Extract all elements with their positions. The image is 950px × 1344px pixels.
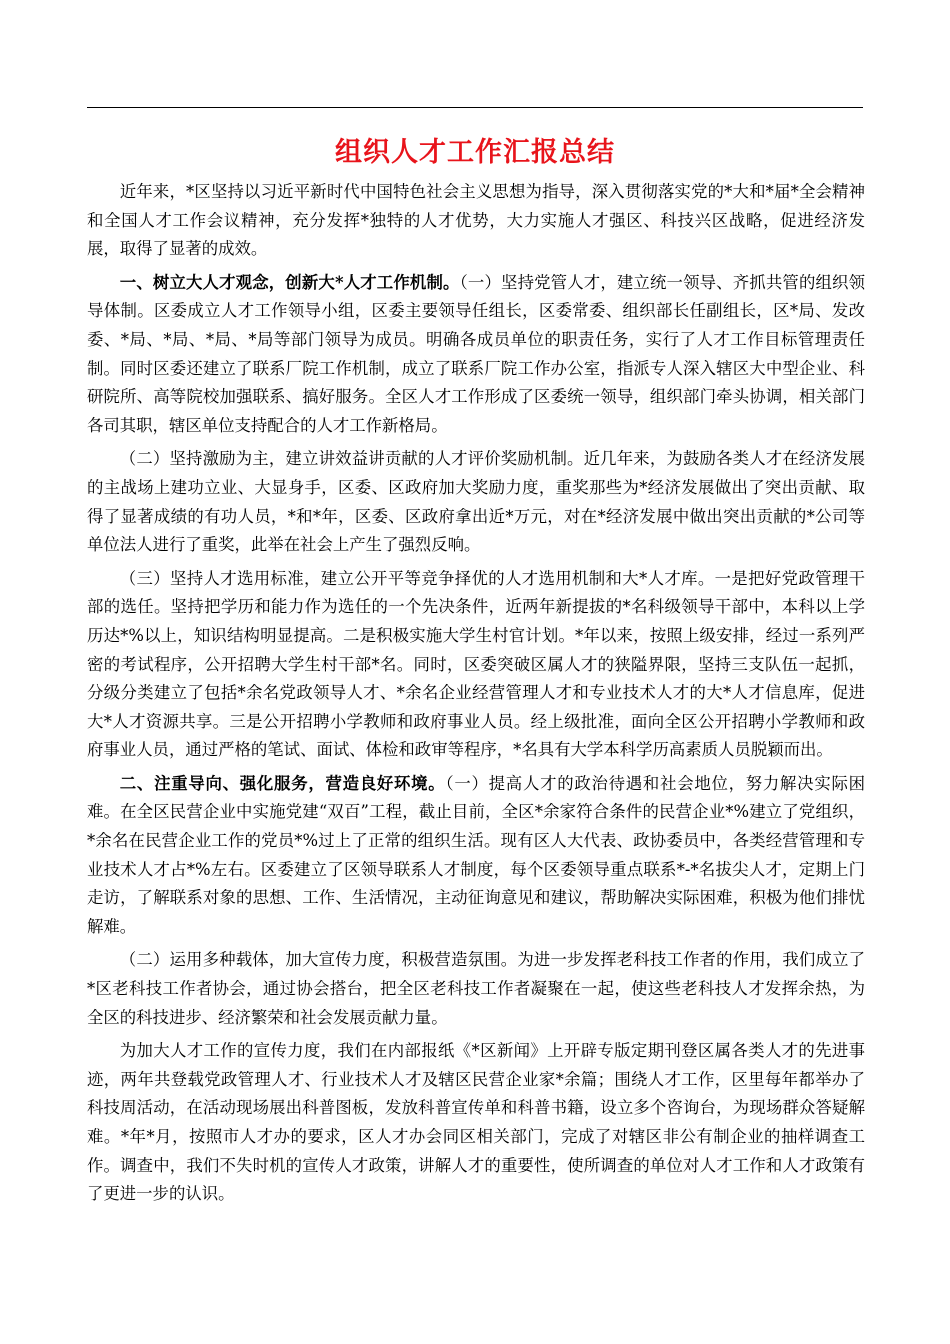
paragraph-text: （三）坚持人才选用标准，建立公开平等竞争择优的人才选用机制和大*人才库。一是把好党政管理干部的选任。坚持把学历和能力作为选任的一个先决条件，近两年新提拔的*名科级领导干部中，本科以上学历达*%以上，知识结构明显提高。二是积极实施大学生村官计划。*年以来，按照上级安排，经过一系列严密的考试程序，公开招聘大学生村干部*名。同时，区委突破区属人才的狭隘界限，坚持三支队伍一起抓，分级分类建立了包括*余名党政领导人才、*余名企业经营管理人才和专业技术人才的大*人才信息库，促进大*人才资源共享。三是公开招聘小学教师和政府事业人员。经上级批准，面向全区公开招聘小学教师和政府事业人员，通过严格的笔试、面试、体检和政审等程序，*名具有大学本科学历高素质人员脱颖而出。 bbox=[87, 568, 865, 760]
paragraph-section-1-part-2 bbox=[87, 445, 865, 559]
document-title: 组织人才工作汇报总结 bbox=[335, 137, 615, 168]
section-heading-2: 二、注重导向、强化服务，营造良好环境。 bbox=[119, 773, 446, 793]
paragraph-section-2 bbox=[87, 770, 865, 942]
section-heading-1: 一、树立大人才观念，创新大*人才工作机制。 bbox=[119, 272, 460, 292]
header-rule bbox=[87, 107, 863, 108]
paragraph-section-1-part-3 bbox=[87, 565, 865, 765]
paragraph-text: （一）坚持党管人才，建立统一领导、齐抓共管的组织领导体制。区委成立人才工作领导小组，区委主要领导任组长，区委常委、组织部长任副组长，区*局、发改委、*局、*局、*局、*局等部门领导为成员。明确各成员单位的职责任务，实行了人才工作目标管理责任制。同时区委还建立了联系厂院工作机制，成立了联系厂院工作办公室，指派专人深入辖区大中型企业、科研院所、高等院校加强联系、搞好服务。全区人才工作形成了区委统一领导，组织部门牵头协调，相关部门各司其职，辖区单位支持配合的人才工作新格局。 bbox=[87, 272, 865, 435]
paragraph-section-2-part-3 bbox=[87, 1037, 865, 1209]
document-body bbox=[87, 178, 865, 1214]
paragraph-section-1 bbox=[87, 269, 865, 441]
paragraph-text: 为加大人才工作的宣传力度，我们在内部报纸《*区新闻》上开辟专版定期刊登区属各类人才的先进事迹，两年共登载党政管理人才、行业技术人才及辖区民营企业家*余篇；围绕人才工作，区里每年都举办了科技周活动，在活动现场展出科普图板，发放科普宣传单和科普书籍，设立多个咨询台，为现场群众答疑解难。*年*月，按照市人才办的要求，区人才办会同区相关部门，完成了对辖区非公有制企业的抽样调查工作。调查中，我们不失时机的宣传人才政策，讲解人才的重要性，使所调查的单位对人才工作和人才政策有了更进一步的认识。 bbox=[87, 1041, 865, 1204]
paragraph-section-2-part-2 bbox=[87, 946, 865, 1032]
paragraph-text: （一）提高人才的政治待遇和社会地位，努力解决实际困难。在全区民营企业中实施党建“双百”工程，截止目前，全区*余家符合条件的民营企业*%建立了党组织，*余名在民营企业工作的党员*%过上了正常的组织生活。现有区人大代表、政协委员中，各类经营管理和专业技术人才占*%左右。区委建立了区领导联系人才制度，每个区委领导重点联系*-*名拔尖人才，定期上门走访，了解联系对象的思想、工作、生活情况，主动征询意见和建议，帮助解决实际困难，积极为他们排忧解难。 bbox=[87, 773, 865, 936]
paragraph-intro bbox=[87, 178, 865, 264]
paragraph-text: （二）运用多种载体，加大宣传力度，积极营造氛围。为进一步发挥老科技工作者的作用，我们成立了*区老科技工作者协会，通过协会搭台，把全区老科技工作者凝聚在一起，使这些老科技人才发挥余热，为全区的科技进步、经济繁荣和社会发展贡献力量。 bbox=[87, 950, 865, 1027]
paragraph-text: 近年来，*区坚持以习近平新时代中国特色社会主义思想为指导，深入贯彻落实党的*大和*届*全会精神和全国人才工作会议精神，充分发挥*独特的人才优势，大力实施人才强区、科技兴区战略，促进经济发展，取得了显著的成效。 bbox=[87, 182, 865, 259]
paragraph-text: （二）坚持激励为主，建立讲效益讲贡献的人才评价奖励机制。近几年来，为鼓励各类人才在经济发展的主战场上建功立业、大显身手，区委、区政府加大奖励力度，重奖那些为*经济发展做出了突出贡献、取得了显著成绩的有功人员，*和*年，区委、区政府拿出近*万元，对在*经济发展中做出突出贡献的*公司等单位法人进行了重奖，此举在社会上产生了强烈反响。 bbox=[87, 449, 865, 555]
